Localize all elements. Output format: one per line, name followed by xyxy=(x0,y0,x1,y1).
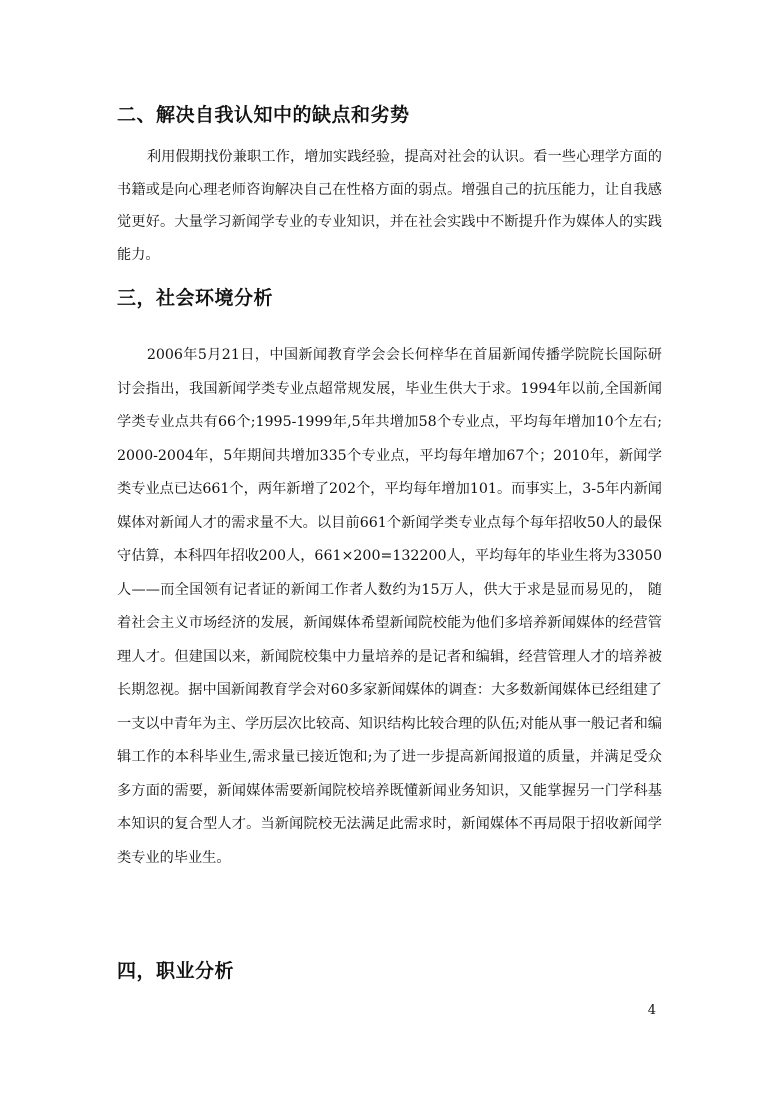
section-heading-self-awareness: 二、解决自我认知中的缺点和劣势 xyxy=(117,104,410,126)
section-heading-social-environment: 三，社会环境分析 xyxy=(117,287,274,309)
section-paragraph-self-awareness: 利用假期找份兼职工作，增加实践经验，提高对社会的认识。看一些心理学方面的书籍或是向心理老师咨询解决自己在性格方面的弱点。增强自己的抗压能力，让自我感觉更好。大量学习新闻学专业的专业知识，并在社会实践中不断提升作为媒体人的实践能力。 xyxy=(117,149,662,263)
section-paragraph-social-environment: 2006年5月21日，中国新闻教育学会会长何梓华在首届新闻传播学院院长国际研讨会指出，我国新闻学类专业点超常规发展，毕业生供大于求。1994年以前,全国新闻学类专业点共有66个;1995-1999年,5年共增加58个专业点，平均每年增加10个左右;2000-2004年，5年期间共增加335个专业点，平均每年增加67个；2010年，新闻学类专业点已达661个，两年新增了202个，平均每年增加101。而事实上，3-5年内新闻媒体对新闻人才的需求量不大。以目前661个新闻学类专业点每个每年招收50人的最保守估算，本科四年招收200人，661×200=132200人，平均每年的毕业生将为33050人——而全国领有记者证的新闻工作者人数约为15万人，供大于求是显而易见的， 随着社会主义市场经济的发展，新闻媒体希望新闻院校能为他们多培养新闻媒体的经营管理人才。但建国以来，新闻院校集中力量培养的是记者和编辑，经营管理人才的培养被长期忽视。据中国新闻教育学会对60多家新闻媒体的调查：大多数新闻媒体已经组建了一支以中青年为主、学历层次比较高、知识结构比较合理的队伍;对能从事一般记者和编辑工作的本科毕业生,需求量已接近饱和;为了进一步提高新闻报道的质量，并满足受众多方面的需要，新闻媒体需要新闻院校培养既懂新闻业务知识，又能掌握另一门学科基本知识的复合型人才。当新闻院校无法满足此需求时，新闻媒体不再局限于招收新闻学类专业的毕业生。 xyxy=(117,347,662,866)
section-heading-career-analysis: 四，职业分析 xyxy=(117,960,235,982)
page-number: 4 xyxy=(647,1003,656,1018)
